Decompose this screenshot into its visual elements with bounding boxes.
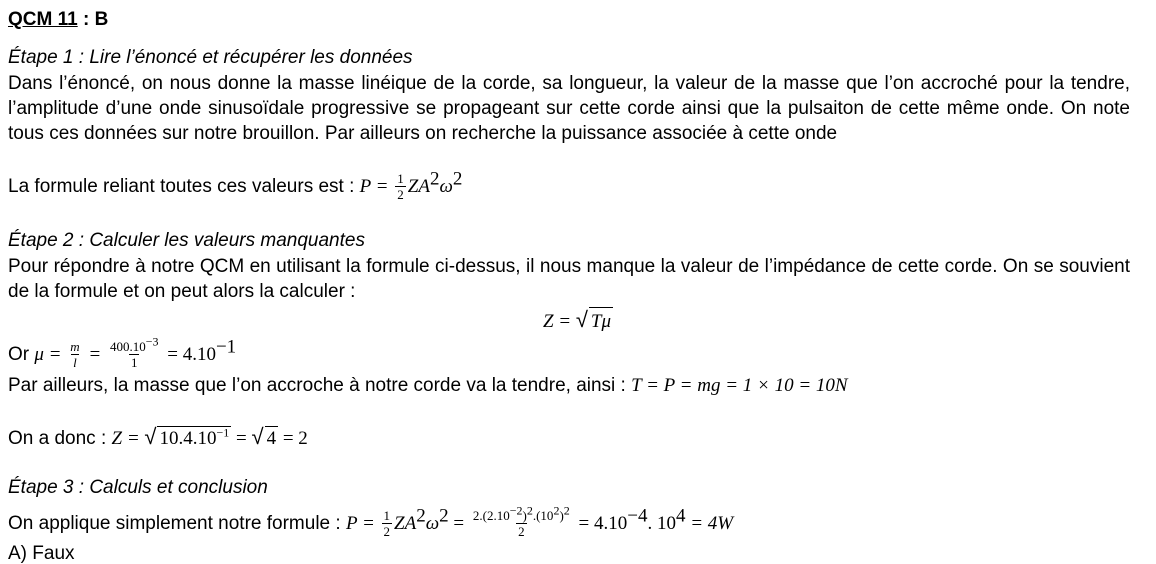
step2-paragraph: Pour répondre à notre QCM en utilisant la formule ci-dessus, il nous manque la valeur de l’impédance de cette corde. On se souvient de la formule et on peut alors la calculer : bbox=[8, 256, 1130, 302]
qcm-answer: : B bbox=[77, 9, 109, 30]
step3-formula-line: On applique simplement notre formule : P = $\frac{1}{2}$ $ZA^2\omega^2$ = $\frac{2.(2.10^{-2})^2.(10^2)^2}{2}$ = $4.10^{-4}$. $10^4 = 4W$ bbox=[8, 504, 734, 540]
half-fraction: $\frac{1}{2}$ bbox=[397, 171, 404, 203]
impedance-formula: Z = √ Tμ bbox=[0, 306, 1156, 336]
qcm-number: QCM 11 bbox=[8, 9, 78, 30]
step3-heading: Étape 3 : Calculs et conclusion bbox=[8, 477, 268, 498]
step3-half-fraction: $\frac{1}{2}$ bbox=[383, 508, 391, 540]
m-over-l-fraction: $\frac{m}{l}$ bbox=[70, 339, 80, 371]
step1-formula-line: La formule reliant toutes ces valeurs est : P = $\frac{1}{2}$ $ZA^2\omega^2$ bbox=[8, 168, 463, 203]
qcm-title bbox=[8, 8, 108, 32]
step1-heading: Étape 1 : Lire l’énoncé et récupérer les données bbox=[8, 47, 413, 68]
answer-a-cutoff: A) Faux bbox=[8, 543, 75, 564]
mass-over-length-fraction: $\frac{400.10^{-3}}{1}$ bbox=[109, 335, 159, 371]
step2-heading: Étape 2 : Calculer les valeurs manquantes bbox=[8, 230, 365, 251]
impedance-result-line: On a donc : Z = √ $10.4.10^{-1}$ = √ 4 = 2 bbox=[8, 424, 308, 449]
power-fraction: $\frac{2.(2.10^{-2})^2.(10^2)^2}{2}$ bbox=[472, 504, 570, 540]
step1-formula-intro: La formule reliant toutes ces valeurs est : bbox=[8, 176, 360, 197]
mu-line: Or μ = $\frac{m}{l}$ = $\frac{400.10^{-3}}{1}$ = $4.10^{-1}$ bbox=[8, 335, 237, 371]
step1-paragraph: Dans l’énoncé, on nous donne la masse linéique de la corde, sa longueur, la valeur de la masse que l’on accroché pour la tendre, l’amplitude d’une onde sinusoïdale progressive se propageant sur cette corde ainsi que la pulsaiton de cette même onde. On note tous ces données sur notre brouillon. Par ailleurs on recherche la puissance associée à cette onde bbox=[8, 73, 1130, 144]
tension-line: Par ailleurs, la masse que l’on accroche à notre corde va la tendre, ainsi : T = P = mg = 1 × 10 = 10N bbox=[8, 375, 848, 396]
